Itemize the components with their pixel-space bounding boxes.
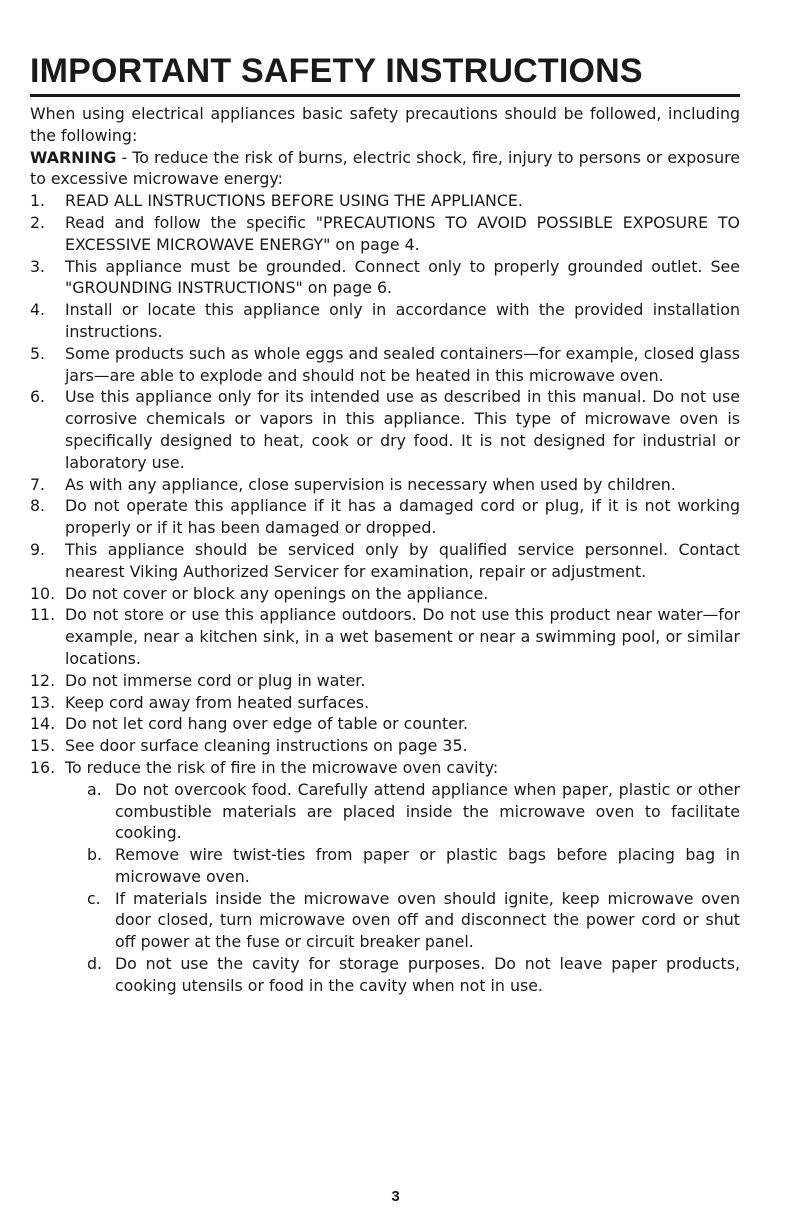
page-title: IMPORTANT SAFETY INSTRUCTIONS [30,52,643,90]
list-item [30,757,740,997]
item-text: Some products such as whole eggs and sealed containers—for example, closed glass jars—are able to explode and should not be heated in this microwave oven. [65,343,740,385]
item-number: 3. [30,256,46,276]
item-number: 14. [30,714,56,734]
item-number: 15. [30,736,56,756]
item-number: 2. [30,212,46,232]
item-number: 7. [30,474,46,494]
warning-text: - To reduce the risk of burns, electric shock, fire, injury to persons or exposure to excessive microwave energy: [30,147,740,189]
list-item [30,299,740,343]
list-item [30,386,740,473]
list-item [30,343,740,387]
sub-list-item [87,844,740,888]
list-item [30,583,740,605]
item-text: Use this appliance only for its intended use as described in this manual. Do not use corrosive chemicals or vapors in this appliance. This type of microwave oven is specifically designed to heat, cook or dry food. It is not designed for industrial or laboratory use. [65,387,740,472]
list-item [30,604,740,669]
sub-item-letter: a. [87,779,102,799]
list-item [30,495,740,539]
item-text: See door surface cleaning instructions on page 35. [65,736,468,756]
list-item [30,474,740,496]
item-text: Read and follow the specific "PRECAUTIONS TO AVOID POSSIBLE EXPOSURE TO EXCESSIVE MICROWAVE ENERGY" on page 4. [65,212,740,254]
item-number: 5. [30,343,46,363]
list-item [30,670,740,692]
sub-item-letter: b. [87,845,103,865]
sub-list [87,779,740,997]
item-text: Install or locate this appliance only in accordance with the provided installation instructions. [65,300,740,341]
list-item [30,212,740,256]
safety-list [30,190,740,996]
sub-list-wrapper [65,779,740,997]
item-number: 12. [30,670,56,690]
list-item [30,190,740,212]
item-text: Do not immerse cord or plug in water. [65,670,366,690]
item-number: 9. [30,539,46,559]
list-item [30,713,740,735]
item-number: 16. [30,757,56,777]
item-number: 6. [30,387,46,407]
sub-item-text: Do not use the cavity for storage purposes. Do not leave paper products, cooking utensils or food in the cavity when not in use. [115,954,740,995]
title-underline [30,94,740,97]
intro-paragraph: When using electrical appliances basic safety precautions should be followed, including the following: [30,104,740,145]
item-text: Keep cord away from heated surfaces. [65,692,370,712]
sub-item-text: Do not overcook food. Carefully attend appliance when paper, plastic or other combustible materials are placed inside the microwave oven to facilitate cooking. [115,779,740,843]
instructions-body [30,103,740,997]
list-item [30,256,740,300]
item-text: To reduce the risk of fire in the microwave oven cavity: [65,757,499,777]
item-number: 4. [30,300,46,320]
item-text: Do not cover or block any openings on the appliance. [65,583,489,603]
list-item [30,735,740,757]
item-text: Do not operate this appliance if it has a damaged cord or plug, if it is not working properly or if it has been damaged or dropped. [65,496,740,538]
item-text: This appliance should be serviced only by qualified service personnel. Contact nearest Viking Authorized Servicer for examination, repair or adjustment. [65,539,740,581]
sub-list-item [87,779,740,844]
sub-list-item [87,888,740,953]
item-text: Do not store or use this appliance outdoors. Do not use this product near water—for example, near a kitchen sink, in a wet basement or near a swimming pool, or similar locations. [65,605,740,668]
item-number: 11. [30,605,56,625]
item-number: 13. [30,692,56,712]
warning-paragraph [30,147,740,191]
item-text: READ ALL INSTRUCTIONS BEFORE USING THE APPLIANCE. [65,191,523,211]
item-number: 1. [30,191,46,211]
sub-item-letter: c. [87,888,101,908]
instructions-page [30,48,740,997]
warning-label: WARNING [30,147,117,167]
sub-item-text: Remove wire twist-ties from paper or plastic bags before placing bag in microwave oven. [115,845,740,886]
sub-item-letter: d. [87,954,103,974]
item-number: 8. [30,496,46,516]
item-text: This appliance must be grounded. Connect only to properly grounded outlet. See "GROUNDING INSTRUCTIONS" on page 6. [65,256,740,298]
page-number: 3 [391,1188,400,1205]
item-number: 10. [30,583,56,603]
sub-item-text: If materials inside the microwave oven should ignite, keep microwave oven door closed, turn microwave oven off and disconnect the power cord or shut off power at the fuse or circuit breaker panel. [115,888,740,952]
item-text: Do not let cord hang over edge of table or counter. [65,714,469,734]
list-item [30,539,740,583]
item-text: As with any appliance, close supervision is necessary when used by children. [65,474,676,494]
sub-list-item [87,953,740,997]
list-item [30,692,740,714]
